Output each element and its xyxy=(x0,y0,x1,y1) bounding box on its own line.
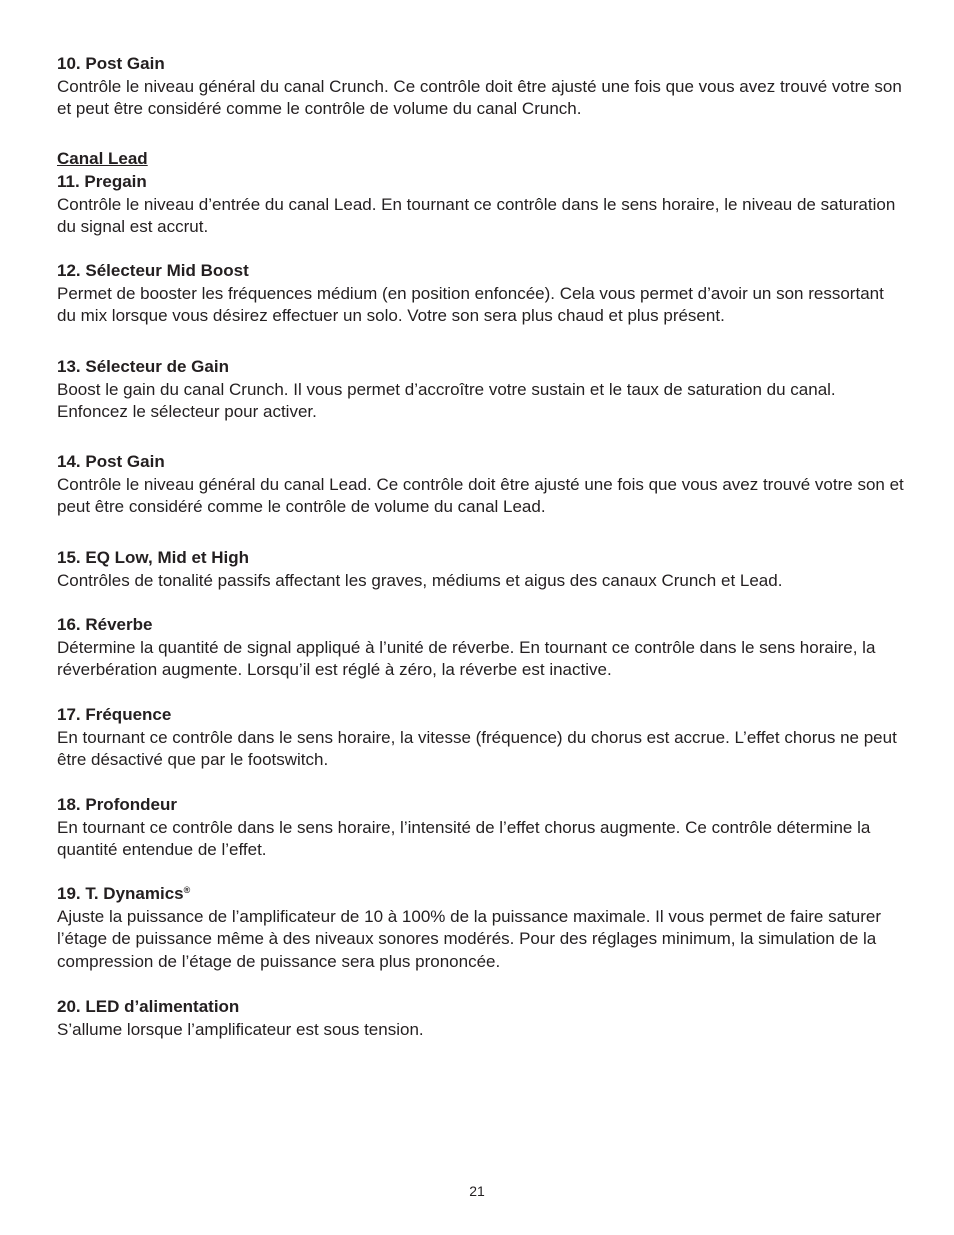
section-canal-lead xyxy=(57,148,907,171)
item-text: Contrôle le niveau général du canal Lead. Ce contrôle doit être ajusté une fois que vous avez trouvé votre son et peut être considéré comme le contrôle de volume du canal Lead. xyxy=(57,474,904,516)
item-title xyxy=(57,883,907,906)
item-mid-boost xyxy=(57,260,907,328)
item-title-text: 19. T. Dynamics xyxy=(57,884,184,903)
registered-mark: ® xyxy=(183,885,191,895)
item-text: Contrôle le niveau général du canal Crunch. Ce contrôle doit être ajusté une fois que vous avez trouvé votre son et peut être considéré comme le contrôle de volume du canal Crunch. xyxy=(57,76,902,118)
item-eq xyxy=(57,547,907,592)
item-text: S’allume lorsque l’amplificateur est sous tension. xyxy=(57,1019,424,1039)
item-title: 16. Réverbe xyxy=(57,615,153,634)
item-text: Ajuste la puissance de l’amplificateur de 10 à 100% de la puissance maximale. Il vous permet de faire saturer l’étage de puissance même à des niveaux sonores modérés. Pour des réglages minimum, la simulation de la compression de l’étage de puissance sera plus prononcée. xyxy=(57,906,881,971)
item-t-dynamics xyxy=(57,883,907,973)
item-text: Détermine la quantité de signal appliqué à l’unité de réverbe. En tournant ce contrôle dans le sens horaire, la réverbération augmente. Lorsqu’il est réglé à zéro, la réverbe est inactive. xyxy=(57,637,876,679)
item-title: 20. LED d’alimentation xyxy=(57,997,240,1016)
item-pregain xyxy=(57,171,907,239)
item-title: 12. Sélecteur Mid Boost xyxy=(57,261,249,280)
item-text: Boost le gain du canal Crunch. Il vous permet d’accroître votre sustain et le taux de saturation du canal. Enfoncez le sélecteur pour activer. xyxy=(57,379,836,421)
item-title: 14. Post Gain xyxy=(57,452,165,471)
item-title: 18. Profondeur xyxy=(57,795,177,814)
item-gain-selector xyxy=(57,356,907,424)
item-text: En tournant ce contrôle dans le sens horaire, la vitesse (fréquence) du chorus est accrue. L’effet chorus ne peut être désactivé que par le footswitch. xyxy=(57,727,897,769)
item-post-gain-lead xyxy=(57,451,907,519)
item-frequency xyxy=(57,704,907,772)
item-depth xyxy=(57,794,907,862)
item-power-led xyxy=(57,996,907,1041)
item-text: Permet de booster les fréquences médium (en position enfoncée). Cela vous permet d’avoir un son ressortant du mix lorsque vous désirez effectuer un solo. Votre son sera plus chaud et plus présent. xyxy=(57,283,884,325)
item-title: 17. Fréquence xyxy=(57,705,172,724)
item-title: 13. Sélecteur de Gain xyxy=(57,357,229,376)
item-title: 15. EQ Low, Mid et High xyxy=(57,548,250,567)
item-text: Contrôle le niveau d’entrée du canal Lead. En tournant ce contrôle dans le sens horaire, le niveau de saturation du signal est accrut. xyxy=(57,194,896,236)
item-post-gain-crunch xyxy=(57,53,907,121)
page-number: 21 xyxy=(469,1183,485,1199)
item-title: 11. Pregain xyxy=(57,172,147,191)
section-title: Canal Lead xyxy=(57,149,148,168)
item-reverb xyxy=(57,614,907,682)
item-text: En tournant ce contrôle dans le sens horaire, l’intensité de l’effet chorus augmente. Ce contrôle détermine la quantité entendue de l’effet. xyxy=(57,817,871,859)
item-text: Contrôles de tonalité passifs affectant les graves, médiums et aigus des canaux Crunch et Lead. xyxy=(57,570,783,590)
item-title: 10. Post Gain xyxy=(57,54,165,73)
